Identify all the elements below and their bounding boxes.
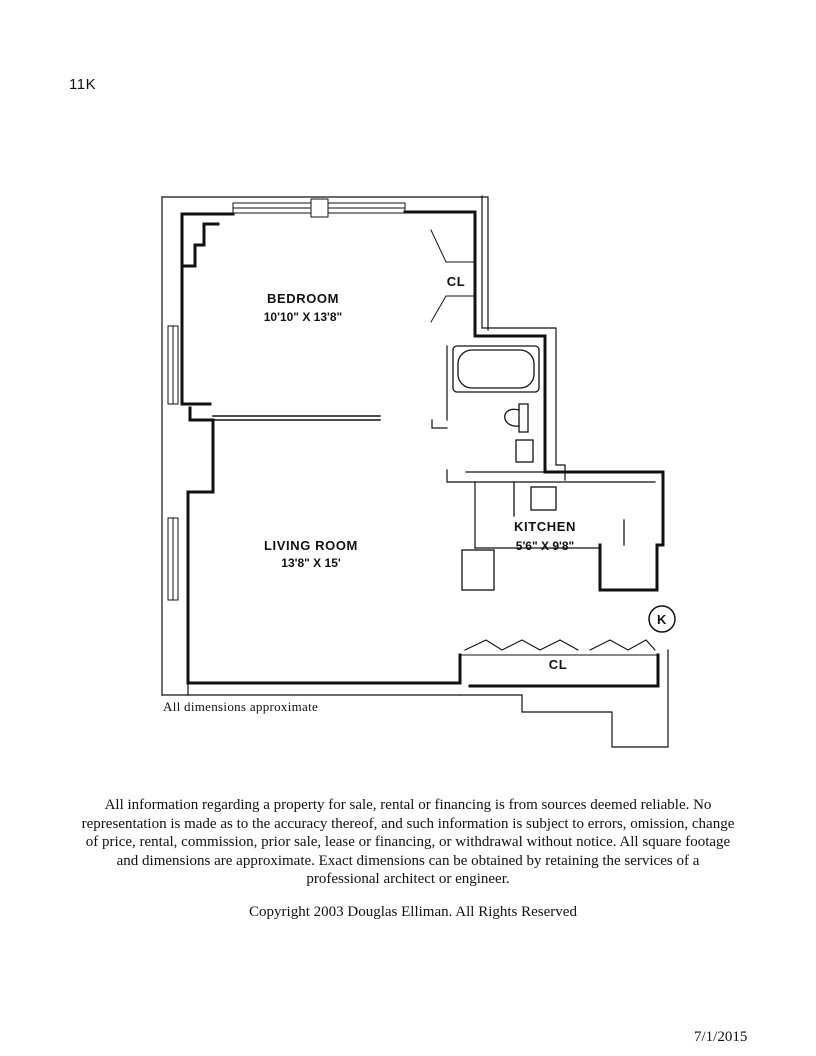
toilet: [505, 404, 528, 432]
bedroom-name: BEDROOM: [266, 291, 340, 306]
outer-wall: [162, 197, 488, 695]
partition-wall: [213, 416, 380, 420]
unit-label: 11K: [69, 76, 97, 93]
left-windows: [168, 326, 178, 600]
kitchen-name: KITCHEN: [514, 519, 576, 534]
kitchen-dimensions: 5'6" X 9'8": [515, 539, 575, 553]
bedroom-closet-label: CL: [446, 274, 466, 289]
disclaimer-text: All information regarding a property for sale, rental or financing is from sources deemed reliable. No representation is made as to the accuracy thereof, and such information is subject to errors, omission, change of price, rental, commission, prior sale, lease or financing, or withdrawal without notice. All square footage and dimensions are approximate. Exact dimensions can be obtained by retaining the services of a professional architect or engineer.: [81, 797, 735, 887]
bathroom-sink: [516, 440, 533, 462]
bedroom-dimensions: 10'10" X 13'8": [263, 310, 343, 324]
inner-wall: [182, 212, 663, 686]
top-windows: [233, 199, 405, 217]
print-date: 7/1/2015: [694, 1029, 748, 1045]
copyright-text: Copyright 2003 Douglas Elliman. All Rights Reserved: [249, 904, 577, 920]
entry-closet-doors: [460, 640, 658, 655]
dimensions-note: All dimensions approximate: [163, 699, 319, 714]
entry-closet-label: CL: [548, 657, 568, 672]
living-room-name: LIVING ROOM: [264, 538, 358, 553]
living-room-dimensions: 13'8" X 15': [281, 556, 341, 570]
entry-marker-label: K: [657, 612, 667, 627]
bathtub: [453, 346, 539, 392]
